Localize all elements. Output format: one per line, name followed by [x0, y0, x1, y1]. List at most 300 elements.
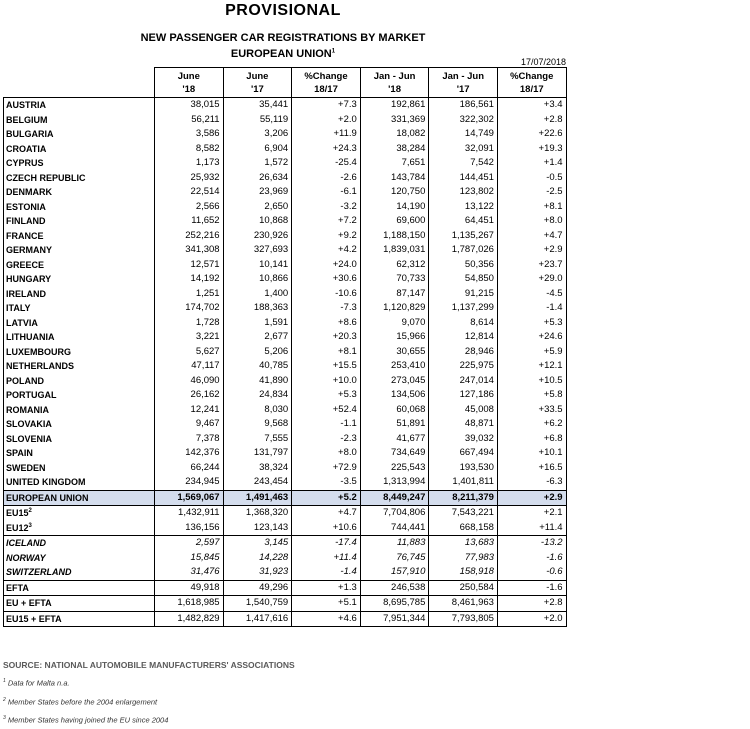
- value-cell: +2.0: [292, 113, 361, 128]
- value-cell: 234,945: [155, 475, 224, 490]
- eu12-row: [4, 521, 567, 536]
- footnote-marker: 2: [28, 508, 32, 515]
- value-cell: 66,244: [155, 461, 224, 476]
- country-row: [4, 475, 567, 490]
- value-cell: 10,868: [223, 214, 292, 229]
- footnote-2: $^2$ Member States before the 2004 enlargement: [3, 696, 158, 706]
- market-label: FINLAND: [6, 216, 46, 227]
- value-cell: -13.2: [497, 536, 566, 551]
- value-cell: 3,206: [223, 127, 292, 142]
- value-cell: +22.6: [497, 127, 566, 142]
- value-cell: 225,543: [360, 461, 429, 476]
- value-cell: -1.6: [497, 580, 566, 596]
- value-cell: +9.2: [292, 229, 361, 244]
- market-label: CROATIA: [6, 143, 47, 154]
- value-cell: +5.3: [497, 316, 566, 331]
- value-cell: 30,655: [360, 345, 429, 360]
- page-title: PROVISIONAL: [225, 2, 341, 19]
- country-row: [4, 374, 567, 389]
- value-cell: +4.7: [497, 229, 566, 244]
- value-cell: -2.5: [497, 185, 566, 200]
- value-cell: 28,946: [429, 345, 498, 360]
- value-cell: 1,540,759: [223, 596, 292, 612]
- market-label: PORTUGAL: [6, 390, 57, 401]
- market-label: ROMANIA: [6, 404, 49, 415]
- totals-row: [4, 611, 567, 627]
- value-cell: 7,378: [155, 432, 224, 447]
- country-row: [4, 127, 567, 142]
- efta-country-row: [4, 551, 567, 566]
- value-cell: 1,400: [223, 287, 292, 302]
- market-label: EUROPEAN UNION: [6, 492, 89, 503]
- market-label: EU15: [6, 508, 29, 519]
- value-cell: 273,045: [360, 374, 429, 389]
- market-name: [4, 272, 155, 287]
- market-label: ICELAND: [6, 538, 46, 549]
- value-cell: 9,467: [155, 417, 224, 432]
- value-cell: 1,572: [223, 156, 292, 171]
- value-cell: 14,190: [360, 200, 429, 215]
- value-cell: 668,158: [429, 521, 498, 536]
- value-cell: 56,211: [155, 113, 224, 128]
- value-cell: 55,119: [223, 113, 292, 128]
- market-label: POLAND: [6, 375, 44, 386]
- footnote-3: $^3$ Member States having joined the EU since 2004: [3, 715, 169, 725]
- value-cell: +33.5: [497, 403, 566, 418]
- market-name: [4, 446, 155, 461]
- eu-total-row: [4, 490, 567, 506]
- value-cell: +11.4: [292, 551, 361, 566]
- market-label: SWEDEN: [6, 462, 46, 473]
- value-cell: +5.9: [497, 345, 566, 360]
- footnote-1: $^1$ Data for Malta n.a.: [3, 678, 70, 688]
- market-name: [4, 316, 155, 331]
- country-row: [4, 272, 567, 287]
- value-cell: 322,302: [429, 113, 498, 128]
- value-cell: 131,797: [223, 446, 292, 461]
- value-cell: 7,543,221: [429, 506, 498, 521]
- value-cell: 12,814: [429, 330, 498, 345]
- value-cell: 31,923: [223, 565, 292, 580]
- value-cell: 123,143: [223, 521, 292, 536]
- value-cell: 253,410: [360, 359, 429, 374]
- value-cell: 134,506: [360, 388, 429, 403]
- market-name: [4, 580, 155, 596]
- value-cell: 243,454: [223, 475, 292, 490]
- value-cell: 127,186: [429, 388, 498, 403]
- value-cell: -0.6: [497, 565, 566, 580]
- value-cell: 9,070: [360, 316, 429, 331]
- market-name: [4, 374, 155, 389]
- market-name: [4, 403, 155, 418]
- value-cell: 35,441: [223, 98, 292, 113]
- value-cell: 341,308: [155, 243, 224, 258]
- market-label: LUXEMBOURG: [6, 346, 71, 357]
- market-label: CZECH REPUBLIC: [6, 172, 86, 183]
- value-cell: 1,569,067: [155, 490, 224, 506]
- market-label: SLOVAKIA: [6, 419, 52, 430]
- market-name: [4, 301, 155, 316]
- value-cell: 3,586: [155, 127, 224, 142]
- value-cell: 2,597: [155, 536, 224, 551]
- market-name: [4, 475, 155, 490]
- value-cell: +7.2: [292, 214, 361, 229]
- value-cell: +6.2: [497, 417, 566, 432]
- value-cell: 49,918: [155, 580, 224, 596]
- value-cell: +24.0: [292, 258, 361, 273]
- value-cell: 69,600: [360, 214, 429, 229]
- header-june-17: June '17: [223, 68, 292, 98]
- value-cell: 327,693: [223, 243, 292, 258]
- value-cell: 225,975: [429, 359, 498, 374]
- value-cell: +8.0: [292, 446, 361, 461]
- value-cell: 1,137,299: [429, 301, 498, 316]
- market-label: NORWAY: [6, 552, 46, 563]
- value-cell: +10.0: [292, 374, 361, 389]
- market-name: [4, 565, 155, 580]
- value-cell: -1.6: [497, 551, 566, 566]
- value-cell: 7,704,806: [360, 506, 429, 521]
- value-cell: +8.1: [497, 200, 566, 215]
- market-label: SPAIN: [6, 448, 33, 459]
- market-name: [4, 596, 155, 612]
- value-cell: 1,173: [155, 156, 224, 171]
- value-cell: 2,677: [223, 330, 292, 345]
- market-label: LITHUANIA: [6, 332, 55, 343]
- market-name: [4, 506, 155, 521]
- value-cell: +52.4: [292, 403, 361, 418]
- market-name: [4, 432, 155, 447]
- value-cell: 91,215: [429, 287, 498, 302]
- value-cell: 1,432,911: [155, 506, 224, 521]
- value-cell: 331,369: [360, 113, 429, 128]
- value-cell: 2,566: [155, 200, 224, 215]
- value-cell: 1,251: [155, 287, 224, 302]
- value-cell: 15,966: [360, 330, 429, 345]
- country-row: [4, 417, 567, 432]
- market-name: [4, 243, 155, 258]
- country-row: [4, 200, 567, 215]
- market-name: [4, 388, 155, 403]
- value-cell: 188,363: [223, 301, 292, 316]
- value-cell: 38,015: [155, 98, 224, 113]
- country-row: [4, 214, 567, 229]
- value-cell: 48,871: [429, 417, 498, 432]
- market-name: [4, 258, 155, 273]
- value-cell: +5.2: [292, 490, 361, 506]
- value-cell: +8.6: [292, 316, 361, 331]
- value-cell: 45,008: [429, 403, 498, 418]
- value-cell: 6,904: [223, 142, 292, 157]
- value-cell: 143,784: [360, 171, 429, 186]
- value-cell: 26,634: [223, 171, 292, 186]
- country-row: [4, 316, 567, 331]
- value-cell: 5,206: [223, 345, 292, 360]
- market-name: [4, 156, 155, 171]
- table-header-row: [4, 68, 567, 98]
- value-cell: 157,910: [360, 565, 429, 580]
- market-name: [4, 551, 155, 566]
- market-label: DENMARK: [6, 187, 52, 198]
- country-row: [4, 156, 567, 171]
- eu15-row: [4, 506, 567, 521]
- value-cell: 1,491,463: [223, 490, 292, 506]
- value-cell: 120,750: [360, 185, 429, 200]
- value-cell: +8.1: [292, 345, 361, 360]
- country-row: [4, 98, 567, 113]
- value-cell: 60,068: [360, 403, 429, 418]
- value-cell: 23,969: [223, 185, 292, 200]
- value-cell: +1.3: [292, 580, 361, 596]
- value-cell: +2.0: [497, 611, 566, 627]
- market-name: [4, 330, 155, 345]
- value-cell: 250,584: [429, 580, 498, 596]
- value-cell: 38,284: [360, 142, 429, 157]
- market-label: CYPRUS: [6, 158, 44, 169]
- value-cell: 25,932: [155, 171, 224, 186]
- value-cell: 744,441: [360, 521, 429, 536]
- value-cell: +2.8: [497, 113, 566, 128]
- value-cell: 1,618,985: [155, 596, 224, 612]
- market-label: EFTA: [6, 582, 29, 593]
- market-name: [4, 171, 155, 186]
- value-cell: -3.2: [292, 200, 361, 215]
- value-cell: +4.6: [292, 611, 361, 627]
- market-label: AUSTRIA: [6, 100, 46, 111]
- value-cell: 10,141: [223, 258, 292, 273]
- efta-country-row: [4, 536, 567, 551]
- report-date: 17/07/2018: [520, 57, 566, 67]
- value-cell: +16.5: [497, 461, 566, 476]
- value-cell: 2,650: [223, 200, 292, 215]
- value-cell: 12,241: [155, 403, 224, 418]
- value-cell: 8,449,247: [360, 490, 429, 506]
- country-row: [4, 345, 567, 360]
- value-cell: +20.3: [292, 330, 361, 345]
- value-cell: 9,568: [223, 417, 292, 432]
- value-cell: +23.7: [497, 258, 566, 273]
- market-label: EU12: [6, 522, 29, 533]
- market-name: [4, 127, 155, 142]
- region-title: [0, 48, 566, 60]
- value-cell: +1.4: [497, 156, 566, 171]
- country-row: [4, 432, 567, 447]
- market-name: [4, 98, 155, 113]
- value-cell: -2.6: [292, 171, 361, 186]
- footnote-marker: 3: [28, 522, 32, 529]
- value-cell: 123,802: [429, 185, 498, 200]
- country-row: [4, 403, 567, 418]
- value-cell: 174,702: [155, 301, 224, 316]
- value-cell: +10.5: [497, 374, 566, 389]
- value-cell: 8,461,963: [429, 596, 498, 612]
- value-cell: +19.3: [497, 142, 566, 157]
- value-cell: 18,082: [360, 127, 429, 142]
- table-body: [4, 98, 567, 627]
- value-cell: 70,733: [360, 272, 429, 287]
- country-row: [4, 330, 567, 345]
- value-cell: +11.4: [497, 521, 566, 536]
- value-cell: +11.9: [292, 127, 361, 142]
- value-cell: -1.1: [292, 417, 361, 432]
- market-name: [4, 345, 155, 360]
- market-label: ITALY: [6, 303, 31, 314]
- value-cell: 38,324: [223, 461, 292, 476]
- market-name: [4, 113, 155, 128]
- source-note: SOURCE: NATIONAL AUTOMOBILE MANUFACTURERS' ASSOCIATIONS: [3, 660, 295, 670]
- value-cell: 54,850: [429, 272, 498, 287]
- region-label: EUROPEAN UNION: [230, 48, 332, 60]
- value-cell: 1,313,994: [360, 475, 429, 490]
- value-cell: +29.0: [497, 272, 566, 287]
- value-cell: +72.9: [292, 461, 361, 476]
- market-label: FRANCE: [6, 230, 44, 241]
- value-cell: -4.5: [497, 287, 566, 302]
- value-cell: 13,122: [429, 200, 498, 215]
- value-cell: 12,571: [155, 258, 224, 273]
- value-cell: 8,211,379: [429, 490, 498, 506]
- value-cell: +7.3: [292, 98, 361, 113]
- value-cell: 193,530: [429, 461, 498, 476]
- value-cell: 7,793,805: [429, 611, 498, 627]
- value-cell: 1,482,829: [155, 611, 224, 627]
- value-cell: 1,135,267: [429, 229, 498, 244]
- value-cell: 186,561: [429, 98, 498, 113]
- value-cell: -3.5: [292, 475, 361, 490]
- header-blank: [4, 68, 155, 98]
- value-cell: 24,834: [223, 388, 292, 403]
- value-cell: 136,156: [155, 521, 224, 536]
- value-cell: -25.4: [292, 156, 361, 171]
- value-cell: +8.0: [497, 214, 566, 229]
- value-cell: 47,117: [155, 359, 224, 374]
- value-cell: 1,120,829: [360, 301, 429, 316]
- value-cell: 87,147: [360, 287, 429, 302]
- value-cell: +24.3: [292, 142, 361, 157]
- value-cell: +3.4: [497, 98, 566, 113]
- value-cell: +24.6: [497, 330, 566, 345]
- value-cell: 1,728: [155, 316, 224, 331]
- header-change-june: %Change 18/17: [292, 68, 361, 98]
- value-cell: 46,090: [155, 374, 224, 389]
- market-label: IRELAND: [6, 288, 46, 299]
- value-cell: 734,649: [360, 446, 429, 461]
- value-cell: -1.4: [292, 565, 361, 580]
- value-cell: -10.6: [292, 287, 361, 302]
- market-name: [4, 142, 155, 157]
- market-label: ESTONIA: [6, 201, 46, 212]
- value-cell: 51,891: [360, 417, 429, 432]
- country-row: [4, 388, 567, 403]
- value-cell: 22,514: [155, 185, 224, 200]
- market-label: BULGARIA: [6, 129, 54, 140]
- value-cell: 8,695,785: [360, 596, 429, 612]
- market-label: EU15 + EFTA: [6, 613, 62, 624]
- country-row: [4, 301, 567, 316]
- value-cell: +2.8: [497, 596, 566, 612]
- value-cell: +10.1: [497, 446, 566, 461]
- value-cell: 1,188,150: [360, 229, 429, 244]
- country-row: [4, 185, 567, 200]
- value-cell: 3,221: [155, 330, 224, 345]
- value-cell: 14,749: [429, 127, 498, 142]
- value-cell: -6.1: [292, 185, 361, 200]
- value-cell: -6.3: [497, 475, 566, 490]
- value-cell: 39,032: [429, 432, 498, 447]
- market-name: [4, 185, 155, 200]
- value-cell: 26,162: [155, 388, 224, 403]
- country-row: [4, 113, 567, 128]
- country-row: [4, 142, 567, 157]
- value-cell: 14,228: [223, 551, 292, 566]
- country-row: [4, 461, 567, 476]
- value-cell: 31,476: [155, 565, 224, 580]
- value-cell: 13,683: [429, 536, 498, 551]
- value-cell: -7.3: [292, 301, 361, 316]
- country-row: [4, 258, 567, 273]
- market-name: [4, 611, 155, 627]
- market-label: GREECE: [6, 259, 45, 270]
- region-footnote-marker: 1: [331, 48, 336, 55]
- value-cell: +5.3: [292, 388, 361, 403]
- value-cell: 15,845: [155, 551, 224, 566]
- market-name: [4, 490, 155, 506]
- market-name: [4, 521, 155, 536]
- value-cell: -1.4: [497, 301, 566, 316]
- value-cell: +15.5: [292, 359, 361, 374]
- value-cell: +5.8: [497, 388, 566, 403]
- market-name: [4, 359, 155, 374]
- value-cell: 64,451: [429, 214, 498, 229]
- totals-row: [4, 596, 567, 612]
- value-cell: 41,677: [360, 432, 429, 447]
- value-cell: +30.6: [292, 272, 361, 287]
- value-cell: 1,839,031: [360, 243, 429, 258]
- value-cell: 8,614: [429, 316, 498, 331]
- value-cell: 142,376: [155, 446, 224, 461]
- value-cell: 246,538: [360, 580, 429, 596]
- value-cell: -17.4: [292, 536, 361, 551]
- value-cell: 49,296: [223, 580, 292, 596]
- value-cell: 7,951,344: [360, 611, 429, 627]
- country-row: [4, 287, 567, 302]
- value-cell: 230,926: [223, 229, 292, 244]
- value-cell: -0.5: [497, 171, 566, 186]
- market-label: HUNGARY: [6, 274, 52, 285]
- value-cell: -2.3: [292, 432, 361, 447]
- market-name: [4, 200, 155, 215]
- value-cell: 252,216: [155, 229, 224, 244]
- value-cell: +4.2: [292, 243, 361, 258]
- value-cell: 3,145: [223, 536, 292, 551]
- country-row: [4, 359, 567, 374]
- country-row: [4, 171, 567, 186]
- report-subtitle: NEW PASSENGER CAR REGISTRATIONS BY MARKET: [140, 32, 426, 44]
- header-change-ytd: %Change 18/17: [497, 68, 566, 98]
- value-cell: 192,861: [360, 98, 429, 113]
- registrations-table: [3, 67, 567, 627]
- market-name: [4, 214, 155, 229]
- value-cell: 158,918: [429, 565, 498, 580]
- value-cell: 62,312: [360, 258, 429, 273]
- value-cell: 247,014: [429, 374, 498, 389]
- market-name: [4, 461, 155, 476]
- value-cell: 10,866: [223, 272, 292, 287]
- value-cell: 1,401,811: [429, 475, 498, 490]
- efta-country-row: [4, 565, 567, 580]
- value-cell: 11,883: [360, 536, 429, 551]
- market-name: [4, 536, 155, 551]
